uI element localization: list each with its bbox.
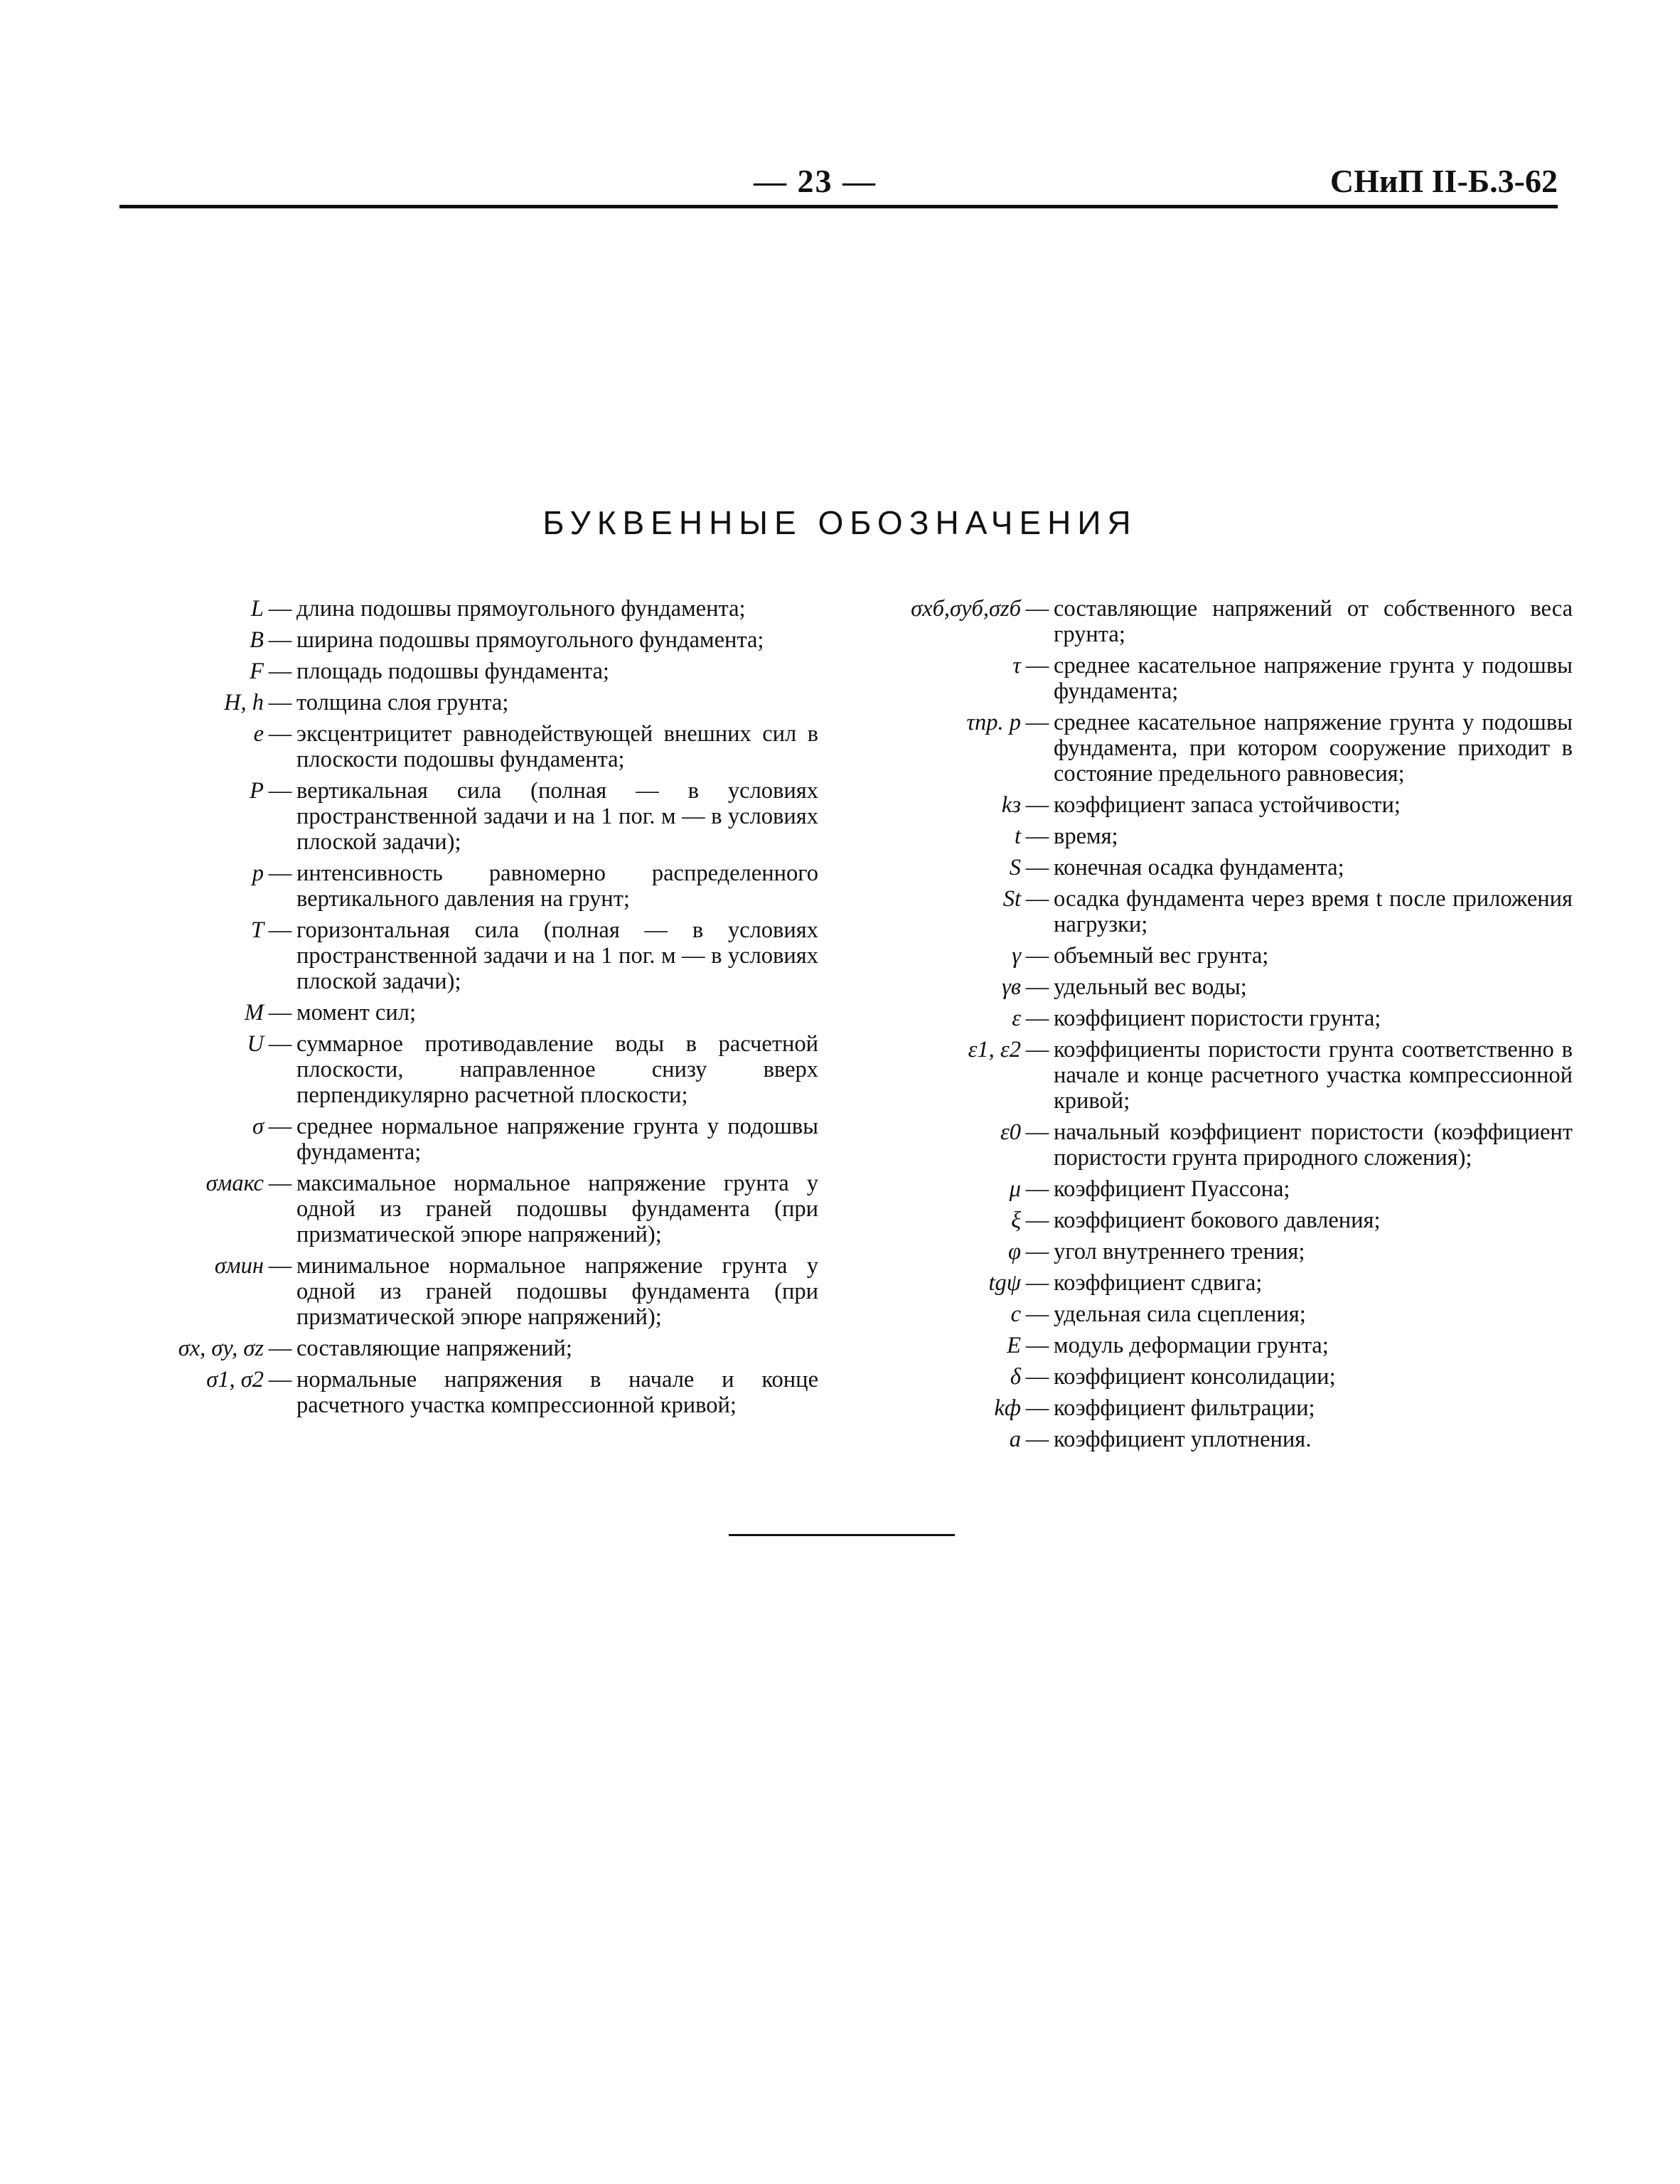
dash-separator: — <box>268 659 292 684</box>
dash-separator: — <box>1025 1301 1049 1327</box>
definition: модуль деформации грунта; <box>1054 1333 1329 1358</box>
definition: площадь подошвы фундамента; <box>296 659 609 684</box>
dash-separator: — <box>1025 1395 1049 1421</box>
symbol-entry <box>117 1253 828 1330</box>
definition: момент сил; <box>296 1000 416 1026</box>
definition: минимальное нормальное напряжение грунта у одной из граней подошвы фундамента (при призматической эпюре напряжений); <box>296 1253 818 1330</box>
dash-separator: — <box>268 690 292 715</box>
definition: вертикальная сила (полная — в условиях пространственной задачи и на 1 пог. м — в условиях плоской задачи); <box>296 778 818 855</box>
symbol-entry <box>869 943 1573 969</box>
definition: горизонтальная сила (полная — в условиях пространственной задачи и на 1 пог. м — в условиях плоской задачи); <box>296 917 818 994</box>
definition: максимальное нормальное напряжение грунта у одной из граней подошвы фундамента (при призматической эпюре напряжений); <box>296 1171 818 1247</box>
symbol-entry <box>117 1114 828 1165</box>
symbol: a <box>1009 1427 1021 1452</box>
dash-separator: — <box>1025 855 1049 880</box>
symbol-entry <box>869 792 1573 818</box>
symbol-entry <box>117 861 828 912</box>
symbol: σмин <box>214 1253 264 1279</box>
right-symbol-list <box>869 596 1573 1458</box>
dash-separator: — <box>268 1336 292 1361</box>
dash-separator: — <box>1025 974 1049 1000</box>
dash-separator: — <box>1025 824 1049 849</box>
dash-separator: — <box>1025 1333 1049 1358</box>
symbol: δ <box>1010 1364 1021 1390</box>
symbol: ξ <box>1011 1208 1021 1233</box>
symbol: tgψ <box>988 1270 1021 1296</box>
symbol-entry <box>117 627 828 653</box>
symbol-entry <box>869 1176 1573 1202</box>
definition: коэффициент запаса устойчивости; <box>1054 792 1401 818</box>
header-rule <box>119 205 1558 208</box>
symbol-entry <box>117 1000 828 1026</box>
symbol: σx, σy, σz <box>178 1336 264 1361</box>
dash-separator: — <box>268 1367 292 1392</box>
symbol: M <box>244 1000 264 1026</box>
symbol: St <box>1002 886 1021 912</box>
dash-separator: — <box>1025 1119 1049 1145</box>
left-symbol-list <box>117 596 828 1424</box>
definition: ширина подошвы прямоугольного фундамента; <box>296 627 764 653</box>
symbol: U <box>247 1031 264 1057</box>
symbol-entry <box>869 824 1573 849</box>
symbol-entry <box>117 778 828 855</box>
symbol-entry <box>869 1427 1573 1452</box>
symbol-entry <box>869 1037 1573 1114</box>
dash-separator: — <box>268 861 292 886</box>
definition: конечная осадка фундамента; <box>1054 855 1344 880</box>
dash-separator: — <box>1025 710 1049 735</box>
definition: длина подошвы прямоугольного фундамента; <box>296 596 746 622</box>
dash-separator: — <box>1025 1176 1049 1202</box>
dash-separator: — <box>1025 1037 1049 1062</box>
symbol-entry <box>869 710 1573 787</box>
dash-separator: — <box>1025 1427 1049 1452</box>
dash-separator: — <box>1025 1364 1049 1390</box>
symbol-entry <box>869 1301 1573 1327</box>
symbol: F <box>250 659 264 684</box>
dash-separator: — <box>1025 1239 1049 1264</box>
symbol-entry <box>869 1364 1573 1390</box>
symbol: e <box>253 721 264 747</box>
end-rule <box>729 1534 955 1536</box>
symbol-entry <box>117 1367 828 1418</box>
dash-separator: — <box>1025 1006 1049 1031</box>
page-number: — 23 — <box>754 163 877 199</box>
symbol-entry <box>869 1395 1573 1421</box>
definition: составляющие напряжений от собственного веса грунта; <box>1054 596 1573 647</box>
symbol: ε <box>1012 1006 1021 1031</box>
definition: удельный вес воды; <box>1054 974 1247 1000</box>
dash-separator: — <box>1025 1270 1049 1296</box>
definition: угол внутреннего трения; <box>1054 1239 1305 1264</box>
document-code: СНиП II-Б.3-62 <box>1329 163 1558 199</box>
definition: коэффициент фильтрации; <box>1054 1395 1315 1421</box>
symbol: ε1, ε2 <box>968 1037 1021 1062</box>
definition: коэффициент сдвига; <box>1054 1270 1263 1296</box>
symbol-entry <box>117 1171 828 1247</box>
symbol-entry <box>869 653 1573 704</box>
symbol: γв <box>1002 974 1021 1000</box>
symbol-entry <box>117 721 828 772</box>
symbol: γ <box>1012 943 1021 969</box>
definition: объемный вес грунта; <box>1054 943 1269 969</box>
symbol-entry <box>869 1119 1573 1171</box>
symbol-entry <box>869 596 1573 647</box>
symbol-entry <box>869 974 1573 1000</box>
dash-separator: — <box>268 1114 292 1139</box>
definition: начальный коэффициент пористости (коэффициент пористости грунта природного сложения); <box>1054 1119 1573 1171</box>
definition: коэффициенты пористости грунта соответственно в начале и конце расчетного участка компрессионной кривой; <box>1054 1037 1573 1114</box>
symbol: B <box>250 627 264 653</box>
definition: среднее нормальное напряжение грунта у подошвы фундамента; <box>296 1114 818 1165</box>
symbol-entry <box>869 1006 1573 1031</box>
definition: среднее касательное напряжение грунта у подошвы фундамента; <box>1054 653 1573 704</box>
symbol-entry <box>869 855 1573 880</box>
symbol: t <box>1014 824 1021 849</box>
symbol: τпр. р <box>966 710 1021 735</box>
symbol-entry <box>869 1208 1573 1233</box>
definition: коэффициент пористости грунта; <box>1054 1006 1381 1031</box>
symbol: P <box>250 778 264 804</box>
definition: интенсивность равномерно распределенного вертикального давления на грунт; <box>296 861 818 912</box>
dash-separator: — <box>268 1000 292 1026</box>
dash-separator: — <box>1025 886 1049 912</box>
dash-separator: — <box>1025 792 1049 818</box>
symbol: μ <box>1009 1176 1021 1202</box>
section-title: БУКВЕННЫЕ ОБОЗНАЧЕНИЯ <box>542 504 1138 541</box>
dash-separator: — <box>268 721 292 747</box>
definition: коэффициент консолидации; <box>1054 1364 1336 1390</box>
symbol: ε0 <box>1000 1119 1021 1145</box>
dash-separator: — <box>1025 943 1049 969</box>
symbol: σ <box>252 1114 264 1139</box>
symbol-entry <box>117 1336 828 1361</box>
definition: среднее касательное напряжение грунта у подошвы фундамента, при котором сооружение приходит в состояние предельного равновесия; <box>1054 710 1573 787</box>
symbol: kф <box>994 1395 1021 1421</box>
dash-separator: — <box>268 1031 292 1057</box>
dash-separator: — <box>268 1253 292 1279</box>
dash-separator: — <box>268 917 292 943</box>
definition: коэффициент бокового давления; <box>1054 1208 1381 1233</box>
symbol: c <box>1010 1301 1021 1327</box>
dash-separator: — <box>1025 1208 1049 1233</box>
definition: осадка фундамента через время t после приложения нагрузки; <box>1054 886 1573 937</box>
symbol-entry <box>117 1031 828 1108</box>
symbol-entry <box>869 1270 1573 1296</box>
definition: нормальные напряжения в начале и конце расчетного участка компрессионной кривой; <box>296 1367 818 1418</box>
symbol: σxб,σyб,σzб <box>911 596 1021 622</box>
symbol: kз <box>1001 792 1021 818</box>
symbol: S <box>1009 855 1021 880</box>
definition: коэффициент уплотнения. <box>1054 1427 1312 1452</box>
symbol-entry <box>117 659 828 684</box>
symbol-entry <box>869 1333 1573 1358</box>
dash-separator: — <box>1025 596 1049 622</box>
symbol: p <box>252 861 264 886</box>
symbol: T <box>250 917 264 943</box>
definition: эксцентрицитет равнодействующей внешних сил в плоскости подошвы фундамента; <box>296 721 818 772</box>
symbol-entry <box>869 886 1573 937</box>
dash-separator: — <box>268 627 292 653</box>
dash-separator: — <box>268 1171 292 1196</box>
symbol: H, h <box>224 690 264 715</box>
symbol-entry <box>869 1239 1573 1264</box>
dash-separator: — <box>268 596 292 622</box>
symbol: σмакс <box>205 1171 264 1196</box>
definition: коэффициент Пуассона; <box>1054 1176 1290 1202</box>
symbol-entry <box>117 917 828 994</box>
symbol: L <box>250 596 264 622</box>
dash-separator: — <box>1025 653 1049 678</box>
definition: толщина слоя грунта; <box>296 690 509 715</box>
symbol-entry <box>117 690 828 715</box>
symbol: σ1, σ2 <box>206 1367 264 1392</box>
definition: суммарное противодавление воды в расчетной плоскости, направленное снизу вверх перпендикулярно расчетной плоскости; <box>296 1031 818 1108</box>
symbol: τ <box>1012 653 1021 678</box>
definition: составляющие напряжений; <box>296 1336 572 1361</box>
definition: удельная сила сцепления; <box>1054 1301 1306 1327</box>
definition: время; <box>1054 824 1118 849</box>
symbol: E <box>1007 1333 1021 1358</box>
symbol: φ <box>1008 1239 1021 1264</box>
dash-separator: — <box>268 778 292 804</box>
symbol-entry <box>117 596 828 622</box>
